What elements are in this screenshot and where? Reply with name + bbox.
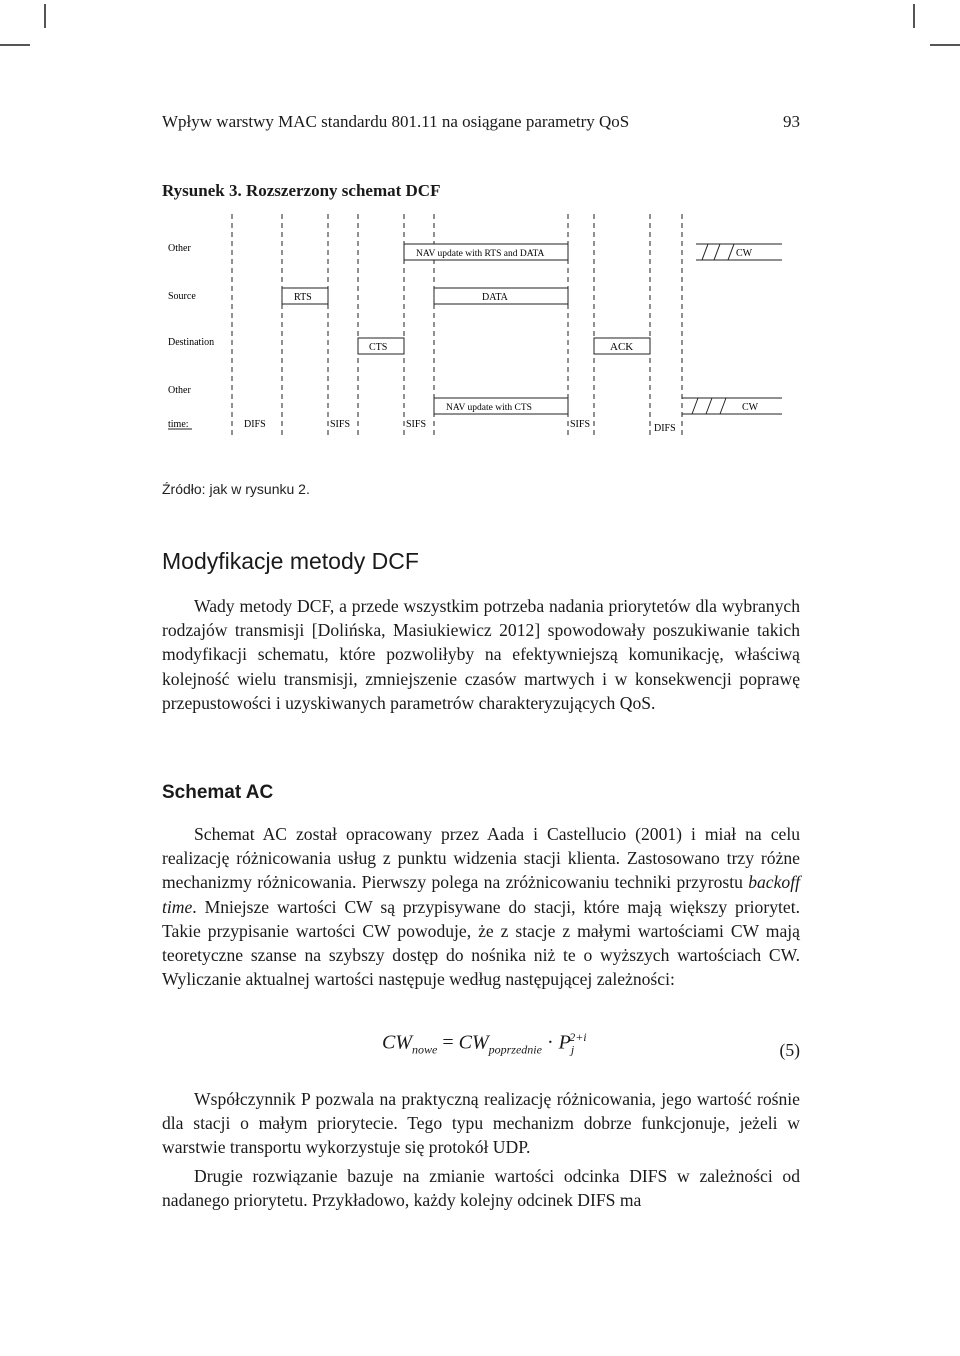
figure-source: Źródło: jak w rysunku 2. (162, 481, 310, 497)
timeline-sifs: SIFS (330, 419, 351, 430)
page-number: 93 (783, 112, 800, 131)
subsection-paragraph-2: Współczynnik P pozwala na praktyczną realizację różnicowania, jego wartość rośnie dla stacji o małym priorytecie. Tego typu mechanizm dobrze funkcjonuje, jeżeli w warstwie transportu wykorzystuje się protokół UDP. (162, 1089, 800, 1158)
crop-mark (913, 4, 915, 28)
row-label-other: Other (168, 243, 191, 254)
running-header (162, 112, 800, 132)
crop-mark (44, 4, 46, 28)
timeline-sifs: SIFS (570, 419, 591, 430)
subsection-paragraph-1 (162, 822, 800, 991)
equation-number: (5) (779, 1040, 800, 1060)
dcf-timing-diagram (162, 210, 802, 442)
row-label-destination: Destination (168, 337, 215, 348)
figure-caption: Rysunek 3. Rozszerzony schemat DCF (162, 181, 441, 200)
equation-5 (162, 1030, 800, 1070)
paragraph-text: . Mniejsze wartości CW są przypisywane do stacji, które mają większy priorytet. Takie przypisanie wartości CW powoduje, że z stacje z małymi wartościami CW mają teoretyczne szanse na szybszy dostęp do nośnika niż te o wyższych wartościach CW. Wyliczanie aktualnej wartości następuje według następującej zależności: (162, 896, 800, 990)
nav-rts-data-label: NAV update with RTS and DATA (416, 249, 545, 259)
paragraph-text: Schemat AC został opracowany przez Aada i Castellucio (2001) i miał na celu realizację różnicowania usług z punktu widzenia stacji klienta. Zastosowano trzy różne mechanizmy różnicowania. Pierwszy polega na zróżnicowaniu techniki przyrostu (162, 824, 800, 893)
row-label-source: Source (168, 291, 196, 302)
paragraph-emphasis: backoff time (162, 872, 800, 917)
cw-bottom-frame (682, 398, 782, 414)
timeline-sifs: SIFS (406, 419, 427, 430)
section-paragraph: Wady metody DCF, a przede wszystkim potrzeba nadania priorytetów dla wybranych rodzajów transmisji [Dolińska, Masiukiewicz 2012] spowodowały poszukiwanie takich modyfikacji schematu, które pozwoliłyby na efektywniejszą komunikację, właściwą kolejność wielu transmisji, zmniejszenie czasów martwych i w konsekwencji poprawę przepustowości i uzyskiwanych parametrów charakteryzujących QoS. (162, 596, 800, 713)
rts-label: RTS (294, 292, 312, 303)
cw-bottom-label: CW (742, 402, 759, 413)
subsection-paragraph-3: Drugie rozwiązanie bazuje na zmianie wartości odcinka DIFS w zależności od nadanego priorytetu. Przykładowo, każdy kolejny odcinek DIFS ma (162, 1166, 800, 1211)
crop-mark (930, 44, 960, 46)
crop-mark (0, 44, 30, 46)
section-heading: Modyfikacje metody DCF (162, 548, 419, 574)
subsection-heading: Schemat AC (162, 782, 274, 803)
cw-top-label: CW (736, 248, 753, 259)
timeline-difs: DIFS (244, 419, 266, 430)
row-label-other: Other (168, 385, 191, 396)
timeline-difs: DIFS (654, 423, 676, 434)
data-label: DATA (482, 292, 508, 303)
equation-formula: $CW_{nowe} = CW_{poprzednie} \cdot P_j^{2+i}$ (382, 1030, 587, 1057)
ack-label: ACK (610, 341, 634, 353)
cts-label: CTS (369, 342, 388, 353)
running-header-title: Wpływ warstwy MAC standardu 801.11 na osiągane parametry QoS (162, 112, 630, 131)
row-label-time: time: (168, 419, 189, 430)
nav-cts-label: NAV update with CTS (446, 403, 532, 413)
